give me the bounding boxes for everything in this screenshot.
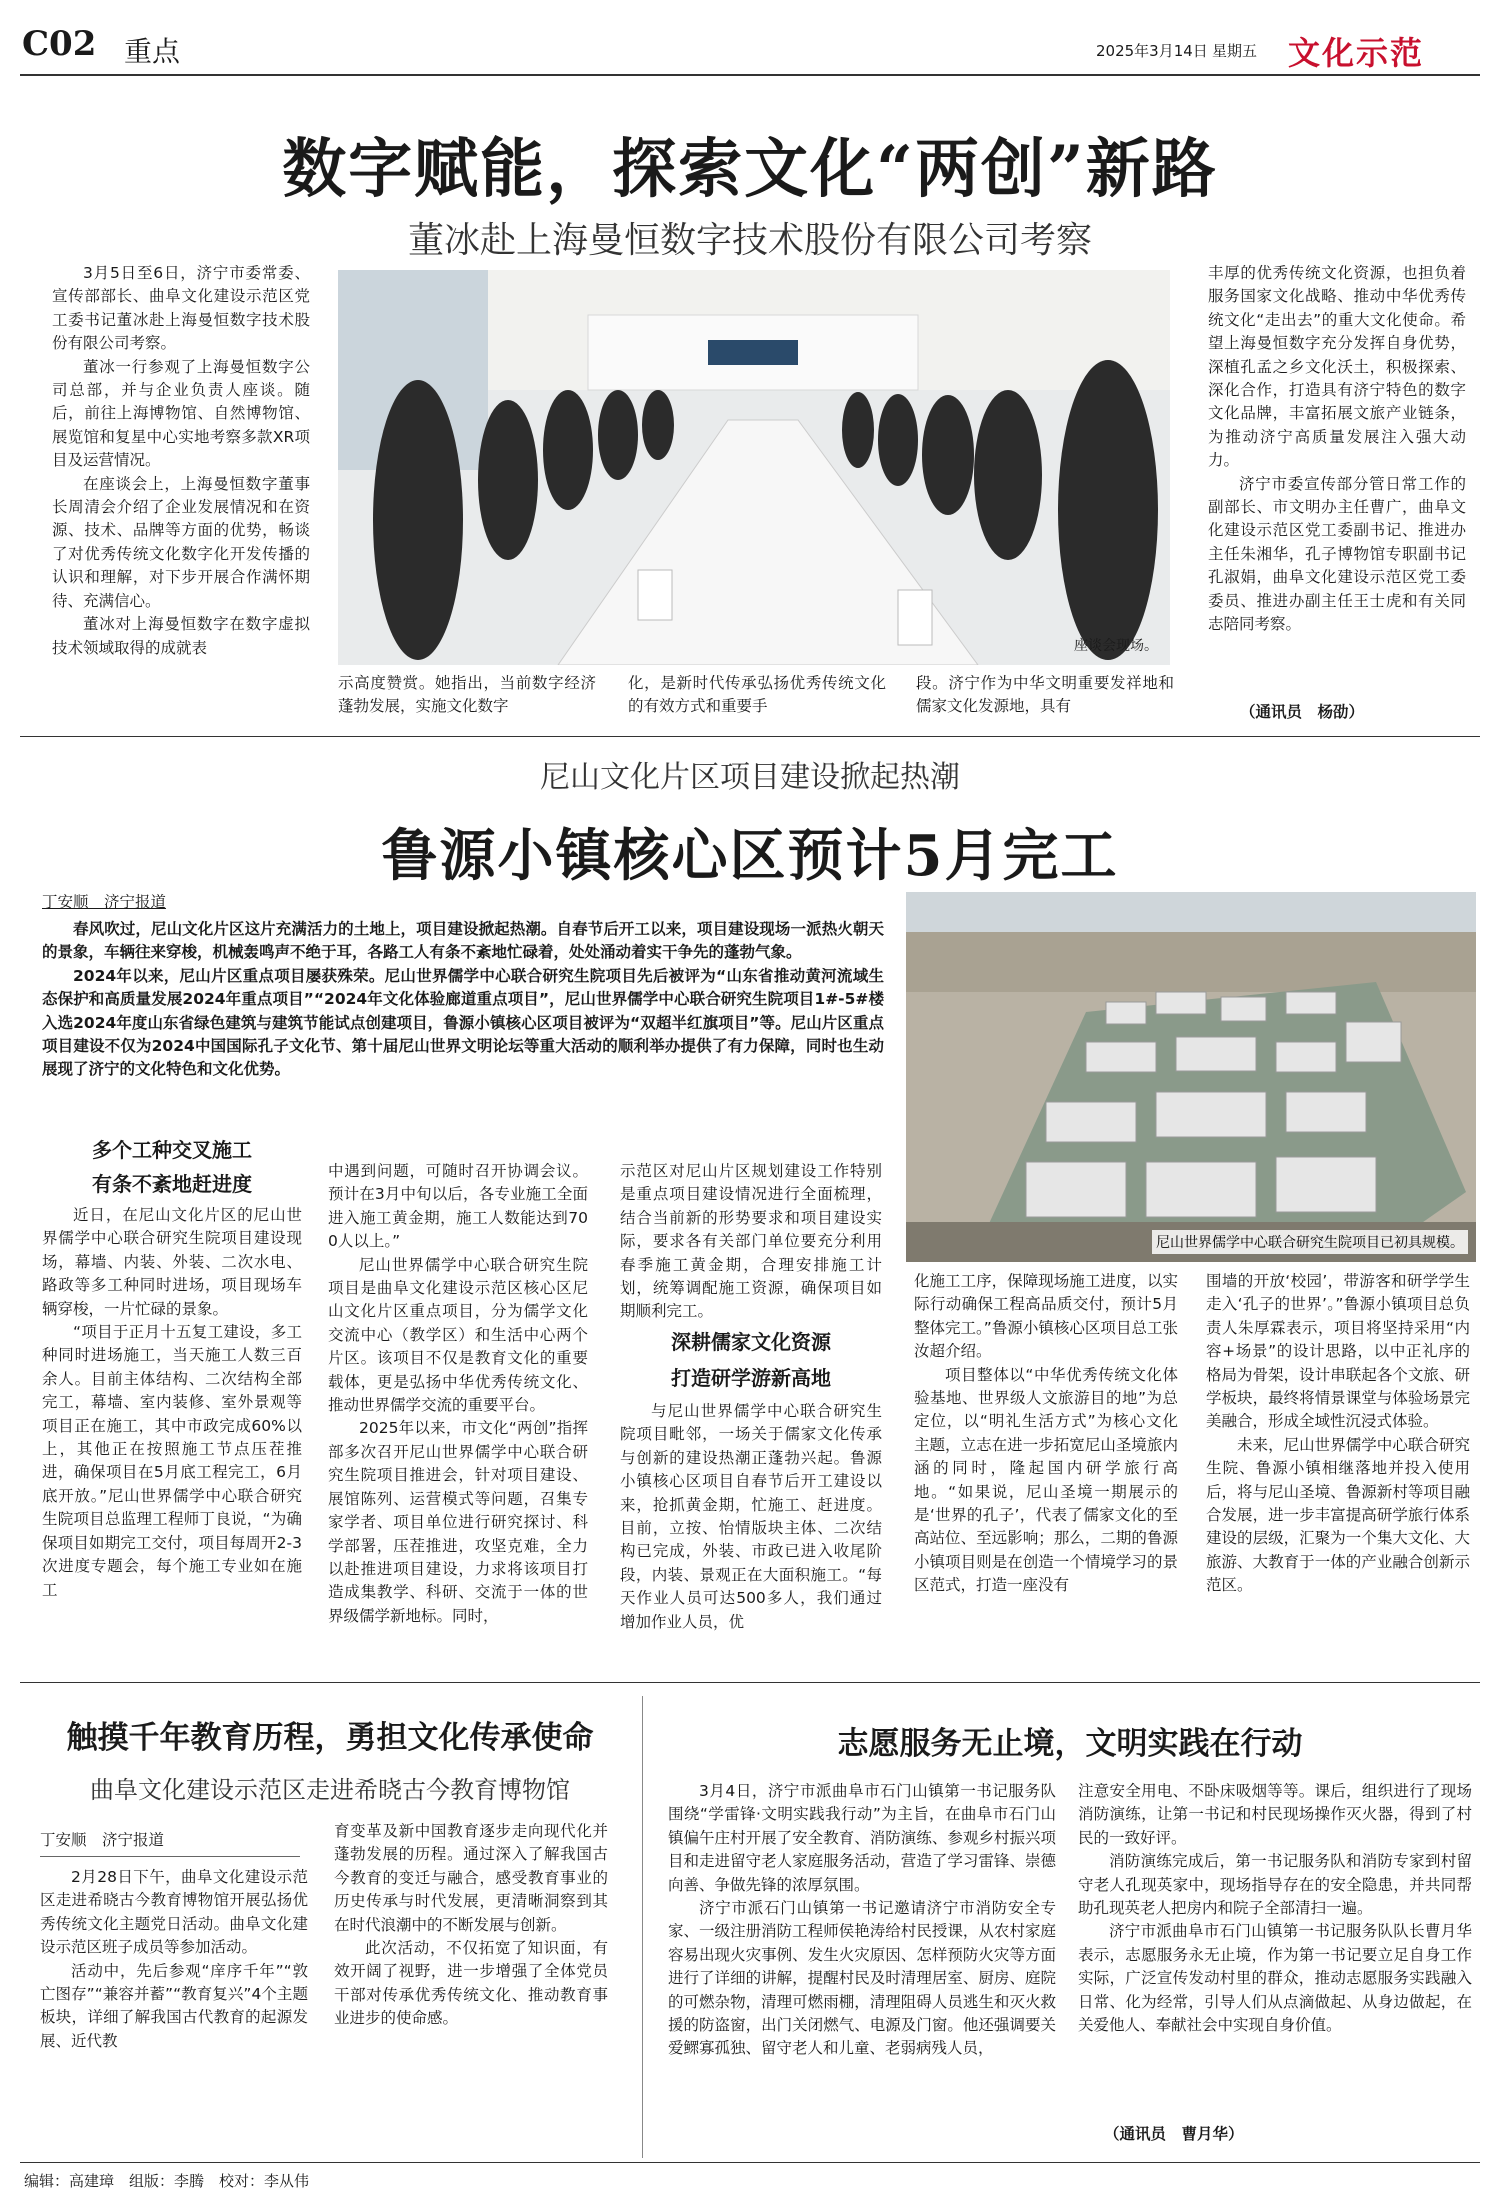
section-label: 重点	[124, 35, 181, 68]
page-number: C02	[22, 24, 97, 64]
meeting-photo-caption: 座谈会现场。	[1074, 638, 1158, 654]
bottom-column-divider	[642, 1696, 643, 2158]
article2-col1: 近日，在尼山文化片区的尼山世界儒学中心联合研究生院项目建设现场，幕墙、内装、外装、二次水电、路政等多工种同时进场，项目现场车辆穿梭，一片忙碌的景象。 “项目于正月十五复工建设，多工种同时进场施工，当天施工人数三百余人。目前主体结构、二次结构全部完工，幕墙、室内装修、室外景观等项目正在施工，其中市政完成60%以上，其他正在按照施工节点压茬推进，确保项目在5月底工程完工，6月底开放。”尼山世界儒学中心联合研究生院项目总监理工程师丁良说，“为确保项目如期完工交付，项目每周开2-3次进度专题会，每个施工专业如在施工	[42, 1206, 302, 1599]
article3-col2: 育变革及新中国教育逐步走向现代化并蓬勃发展的历程。通过深入了解我国古今教育的变迁与融合，感受教育事业的历史传承与时代发展，更清晰洞察到其在时代浪潮中的不断发展与创新。 此次活动，不仅拓宽了知识面，有效开阔了视野，进一步增强了全体党员干部对传承优秀传统文化、推动教育事业进步的使命感。	[334, 1822, 608, 2028]
article1-byline: （通讯员 杨劭）	[1240, 703, 1365, 721]
article1-col2: 示高度赞赏。她指出，当前数字经济蓬勃发展，实施文化数字	[338, 674, 596, 716]
footer-rule	[20, 2162, 1480, 2163]
paper-name: 文化示范	[1288, 34, 1425, 72]
article2-col3: 示范区对尼山片区规划建设工作特别是重点项目建设情况进行全面梳理，结合当前新的形势要求和项目建设实际，要求各有关部门单位要充分利用春季施工黄金期，合理安排施工计划，统筹调配施工资源，确保项目如期顺利完工。	[620, 1162, 882, 1321]
article2-lead: 春风吹过，尼山文化片区这片充满活力的土地上，项目建设掀起热潮。自春节后开工以来，项目建设现场一派热火朝天的景象，车辆往来穿梭，机械轰鸣声不绝于耳，各路工人有条不紊地忙碌着，处处涌动着实干争先的蓬勃气象。 2024年以来，尼山片区重点项目屡获殊荣。尼山世界儒学中心联合研究生院项目先后被评为“山东省推动黄河流域生态保护和高质量发展2024年重点项目”“2024年文化体验廊道重点项目”，尼山世界儒学中心联合研究生院项目1#-5#楼入选2024年度山东省绿色建筑与建筑节能试点创建项目，鲁源小镇核心区项目被评为“双超半红旗项目”等。尼山片区重点项目建设不仅为2024中国国际孔子文化节、第十届尼山世界文明论坛等重大活动的顺利举办提供了有力保障，同时也生动展现了济宁的文化特色和文化优势。	[42, 920, 884, 1079]
article3-subtitle: 曲阜文化建设示范区走进希晓古今教育博物馆	[90, 1776, 570, 1804]
footer-credits: 编辑：高建璋 组版：李腾 校对：李从伟	[24, 2172, 310, 2190]
article1-col4: 段。济宁作为中华文明重要发祥地和儒家文化发源地，具有	[916, 674, 1174, 716]
article1-col1: 3月5日至6日，济宁市委常委、宣传部部长、曲阜文化建设示范区党工委书记董冰赴上海曼恒数字技术股份有限公司考察。 董冰一行参观了上海曼恒数字公司总部，并与企业负责人座谈。随后，前往上海博物馆、自然博物馆、展览馆和复星中心实地考察多款XR项目及运营情况。 在座谈会上，上海曼恒数字董事长周清会介绍了企业发展情况和在资源、技术、品牌等方面的优势，畅谈了对优秀传统文化数字化开发传播的认识和理解，对下步开展合作满怀期待、充满信心。 董冰对上海曼恒数字在数字虚拟技术领域取得的成就表	[52, 264, 310, 657]
article1-title: 数字赋能，探索文化“两创”新路	[282, 132, 1218, 207]
article1-col5: 丰厚的优秀传统文化资源，也担负着服务国家文化战略、推动中华优秀传统文化“走出去”的重大文化使命。希望上海曼恒数字充分发挥自身优势，深植孔孟之乡文化沃土，积极探索、深化合作，打造具有济宁特色的数字文化品牌，丰富拓展文旅产业链条，为推动济宁高质量发展注入强大动力。 济宁市委宣传部分管日常工作的副部长、市文明办主任曹广，曲阜文化建设示范区党工委副书记、推进办主任朱湘华，孔子博物馆专职副书记孔淑娟，曲阜文化建设示范区党工委委员、推进办副主任王士虎和有关同志陪同考察。	[1208, 264, 1466, 634]
article2-subhead2-line2: 打造研学游新高地	[671, 1366, 831, 1390]
article3-col1: 2月28日下午，曲阜文化建设示范区走进希晓古今教育博物馆开展弘扬优秀传统文化主题党日活动。曲阜文化建设示范区班子成员等参加活动。 活动中，先后参观“庠序千年”“敦亡图存”“兼容并蓄”“教育复兴”4个主题板块，详细了解我国古代教育的起源发展、近代教	[40, 1868, 308, 2050]
article4-col1: 3月4日，济宁市派曲阜市石门山镇第一书记服务队围绕“学雷锋·文明实践我行动”为主旨，在曲阜市石门山镇偏午庄村开展了安全教育、消防演练、参观乡村振兴项目和走进留守老人家庭服务活动，营造了学习雷锋、崇德向善、争做先锋的浓厚氛围。 济宁市派石门山镇第一书记邀请济宁市消防安全专家、一级注册消防工程师侯艳涛给村民授课，从农村家庭容易出现火灾事例、发生火灾原因、怎样预防火灾等方面进行了详细的讲解，提醒村民及时清理居室、厨房、庭院的可燃杂物，清理可燃雨棚，清理阻碍人员逃生和灭火救援的防盗窗，出门关闭燃气、电源及门窗。他还强调要关爱鳏寡孤独、留守老人和儿童、老弱病残人员，	[668, 1782, 1056, 2058]
article4-title: 志愿服务无止境，文明实践在行动	[837, 1726, 1303, 1762]
article4-byline: （通讯员 曹月华）	[1104, 2125, 1244, 2143]
meeting-photo-image	[338, 270, 1170, 665]
campus-photo-caption: 尼山世界儒学中心联合研究生院项目已初具规模。	[1152, 1230, 1468, 1254]
article2-col5: 围墙的开放‘校园’，带游客和研学学生走入‘孔子的世界’。”鲁源小镇项目总负责人朱厚霖表示，项目将坚持采用“内容+场景”的设计思路，以中正礼序的格局为骨架，设计串联起各个文旅、研学板块，最终将情景课堂与体验场景完美融合，形成全域性沉浸式体验。 未来，尼山世界儒学中心联合研究生院、鲁源小镇相继落地并投入使用后，将与尼山圣境、鲁源新村等项目融合发展，进一步丰富提高研学旅行体系建设的层级，汇聚为一个集大文化、大旅游、大教育于一体的产业融合创新示范区。	[1206, 1272, 1470, 1595]
article2-title: 鲁源小镇核心区预计5月完工	[381, 823, 1119, 889]
campus-photo-image	[906, 892, 1476, 1262]
article2-col4: 化施工工序，保障现场施工进度，以实际行动确保工程高品质交付，预计5月整体完工。”鲁源小镇核心区项目总工张汝超介绍。 项目整体以“中华优秀传统文化体验基地、世界级人文旅游目的地”为总定位，以“明礼生活方式”为核心文化主题，立志在进一步拓宽尼山圣境旅内涵的同时，隆起国内研学旅行高地。“如果说，尼山圣境一期展示的是‘世界的孔子’，代表了儒家文化的至高站位、至远影响；那么，二期的鲁源小镇项目则是在创造一个情境学习的景区范式，打造一座没有	[914, 1272, 1178, 1595]
article2-kicker: 尼山文化片区项目建设掀起热潮	[540, 760, 960, 795]
article2-subhead1-line2: 有条不紊地赶进度	[92, 1172, 252, 1196]
article4-col2: 注意安全用电、不卧床吸烟等等。课后，组织进行了现场消防演练，让第一书记和村民现场操作灭火器，得到了村民的一致好评。 消防演练完成后，第一书记服务队和消防专家到村留守老人孔现英家中，现场指导存在的安全隐患，并共同帮助孔现英老人把房内和院子全部清扫一遍。 济宁市派曲阜市石门山镇第一书记服务队队长曹月华表示，志愿服务永无止境，作为第一书记要立足自身工作实际，广泛宣传发动村里的群众，推动志愿服务实践融入日常、化为经常，引导人们从点滴做起、从身边做起，在关爱他人、奉献社会中实现自身价值。	[1078, 1782, 1472, 2035]
article2-author: 丁安顺 济宁报道	[42, 893, 167, 911]
header-rule	[20, 74, 1480, 76]
article2-col2: 中遇到问题，可随时召开协调会议。预计在3月中旬以后，各专业施工全面进入施工黄金期，施工人数能达到700人以上。” 尼山世界儒学中心联合研究生院项目是曲阜文化建设示范区核心区尼山文化片区重点项目，分为儒学文化交流中心（教学区）和生活中心两个片区。该项目不仅是教育文化的重要载体，更是弘扬中华优秀传统文化、推动世界儒学交流的重要平台。 2025年以来，市文化“两创”指挥部多次召开尼山世界儒学中心联合研究生院项目推进会，针对项目建设、展馆陈列、运营模式等问题，召集专家学者、项目单位进行研究探讨、科学部署，压茬推进，攻坚克难，全力以赴推进项目建设，力求将该项目打造成集教学、科研、交流于一体的世界级儒学新地标。同时，	[328, 1162, 588, 1625]
article1-bottom-rule	[20, 736, 1480, 737]
article2-bottom-rule	[20, 1682, 1480, 1683]
article1-col3: 化，是新时代传承弘扬优秀传统文化的有效方式和重要手	[628, 674, 886, 716]
article3-title: 触摸千年教育历程，勇担文化传承使命	[66, 1720, 594, 1756]
article3-author-rule	[40, 1856, 300, 1857]
issue-date: 2025年3月14日	[1096, 42, 1208, 60]
meeting-photo	[338, 270, 1170, 665]
article2-subhead2-line1: 深耕儒家文化资源	[671, 1330, 831, 1354]
article2-subhead1-line1: 多个工种交叉施工	[92, 1138, 252, 1162]
article1-subtitle: 董冰赴上海曼恒数字技术股份有限公司考察	[407, 220, 1092, 261]
article3-author: 丁安顺 济宁报道	[40, 1831, 165, 1849]
article2-col3b: 与尼山世界儒学中心联合研究生院项目毗邻，一场关于儒家文化传承与创新的建设热潮正蓬勃兴起。鲁源小镇核心区项目自春节后开工建设以来，抢抓黄金期，忙施工、赶进度。目前，立按、怡情版块主体、二次结构已完成，外装、市政已进入收尾阶段，内装、景观正在大面积施工。“每天作业人员可达500多人，我们通过增加作业人员，优	[620, 1402, 882, 1631]
weekday: 星期五	[1212, 42, 1258, 60]
campus-photo	[906, 892, 1476, 1262]
